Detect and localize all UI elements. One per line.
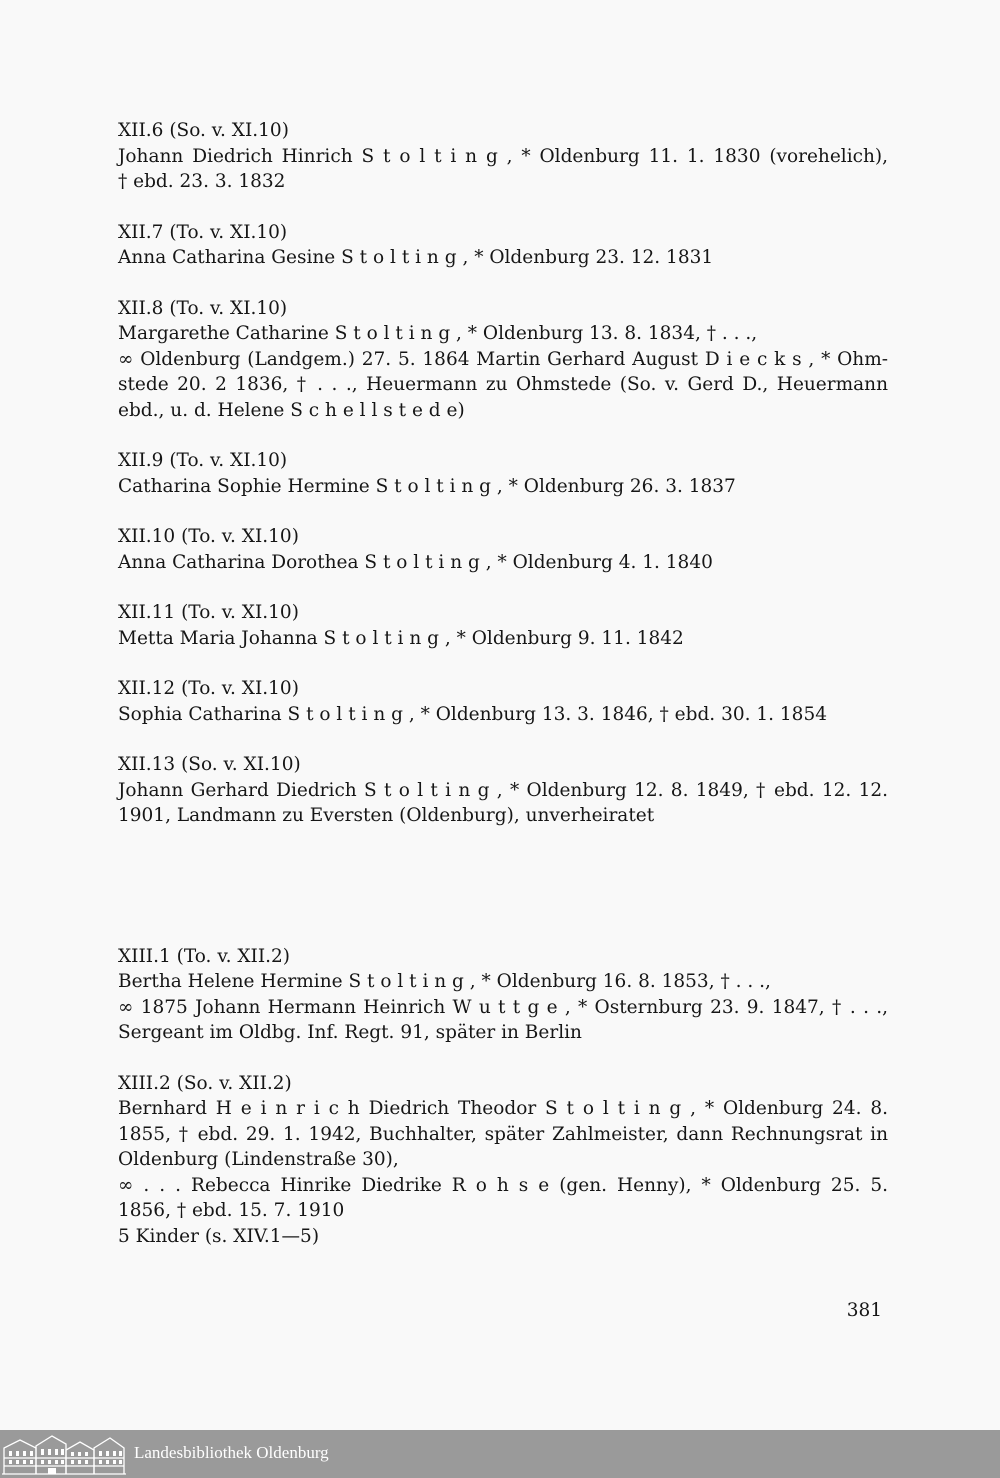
entry-line: Margarethe Catharine S t o l t i n g , * Oldenburg 13. 8. 1834, † . . ., bbox=[118, 323, 758, 344]
entry-line: Anna Catharina Gesine S t o l t i n g , * Oldenburg 23. 12. 1831 bbox=[118, 247, 714, 268]
entry-line: Catharina Sophie Hermine S t o l t i n g , * Oldenburg 26. 3. 1837 bbox=[118, 475, 736, 497]
entry-heading: XII.7 (To. v. XI.10) bbox=[118, 221, 288, 243]
entry-line: Johann Diedrich Hinrich S t o l t i n g , * Oldenburg 11. 1. 1830 (vorehelich), bbox=[118, 145, 888, 167]
entry-line: Johann Gerhard Diedrich S t o l t i n g , * Oldenburg 12. 8. 1849, † ebd. 12. 12. bbox=[118, 779, 888, 801]
entry-line: † ebd. 23. 3. 1832 bbox=[118, 171, 286, 192]
entry-heading: XII.13 (So. v. XI.10) bbox=[118, 754, 301, 775]
entry-xii-8 bbox=[118, 296, 888, 424]
entry-line: 1856, † ebd. 15. 7. 1910 bbox=[118, 1200, 345, 1221]
entry-xii-11 bbox=[118, 600, 888, 651]
entry-line: Bernhard H e i n r i c h Diedrich Theodor S t o l t i n g , * Oldenburg 24. 8. bbox=[118, 1098, 888, 1119]
entry-line: 5 Kinder (s. XIV.1—5) bbox=[118, 1225, 320, 1247]
entry-xiii-1 bbox=[118, 944, 888, 1046]
entry-line: stede 20. 2 1836, † . . ., Heuermann zu Ohmstede (So. v. Gerd D., Heuermann bbox=[118, 374, 888, 395]
entry-heading: XII.11 (To. v. XI.10) bbox=[118, 602, 299, 623]
entry-line: Sophia Catharina S t o l t i n g , * Oldenburg 13. 3. 1846, † ebd. 30. 1. 1854 bbox=[118, 703, 827, 725]
entry-line: Oldenburg (Lindenstraße 30), bbox=[118, 1149, 399, 1170]
genealogy-entries bbox=[118, 118, 888, 1249]
entry-xii-9 bbox=[118, 448, 888, 499]
entry-heading: XIII.1 (To. v. XII.2) bbox=[118, 945, 290, 967]
entry-line: ∞ . . . Rebecca Hinrike Diedrike R o h s e (gen. Henny), * Oldenburg 25. 5. bbox=[118, 1174, 888, 1196]
entry-xiii-2 bbox=[118, 1071, 888, 1250]
entry-line: 1901, Landmann zu Eversten (Oldenburg), unverheiratet bbox=[118, 805, 655, 826]
entry-heading: XII.9 (To. v. XI.10) bbox=[118, 450, 288, 471]
entry-line: Anna Catharina Dorothea S t o l t i n g , * Oldenburg 4. 1. 1840 bbox=[118, 551, 713, 573]
entry-xii-13 bbox=[118, 752, 888, 829]
entry-xii-10 bbox=[118, 524, 888, 575]
entry-heading: XIII.2 (So. v. XII.2) bbox=[118, 1072, 292, 1094]
entry-line: ∞ 1875 Johann Hermann Heinrich W u t t g e , * Osternburg 23. 9. 1847, † . . ., bbox=[118, 996, 888, 1018]
entry-line: Sergeant im Oldbg. Inf. Regt. 91, später in Berlin bbox=[118, 1022, 582, 1043]
entry-heading: XII.8 (To. v. XI.10) bbox=[118, 297, 288, 319]
entry-xii-12 bbox=[118, 676, 888, 727]
entry-xii-6 bbox=[118, 118, 888, 195]
entry-line: ebd., u. d. Helene S c h e l l s t e d e) bbox=[118, 399, 465, 421]
entry-xii-7 bbox=[118, 220, 888, 271]
entry-heading: XII.10 (To. v. XI.10) bbox=[118, 526, 299, 547]
library-building-icon bbox=[0, 1430, 128, 1478]
library-footer bbox=[0, 1430, 1000, 1478]
entry-line: ∞ Oldenburg (Landgem.) 27. 5. 1864 Martin Gerhard August D i e c k s , * Ohm- bbox=[118, 348, 888, 370]
entry-line: Metta Maria Johanna S t o l t i n g , * Oldenburg 9. 11. 1842 bbox=[118, 627, 684, 649]
entry-heading: XII.6 (So. v. XI.10) bbox=[118, 120, 289, 141]
entry-line: 1855, † ebd. 29. 1. 1942, Buchhalter, später Zahlmeister, dann Rechnungsrat in bbox=[118, 1123, 888, 1145]
library-name: Landesbibliothek Oldenburg bbox=[134, 1443, 329, 1462]
entry-heading: XII.12 (To. v. XI.10) bbox=[118, 678, 299, 699]
entry-line: Bertha Helene Hermine S t o l t i n g , * Oldenburg 16. 8. 1853, † . . ., bbox=[118, 971, 771, 992]
page-number: 381 bbox=[846, 1300, 882, 1321]
